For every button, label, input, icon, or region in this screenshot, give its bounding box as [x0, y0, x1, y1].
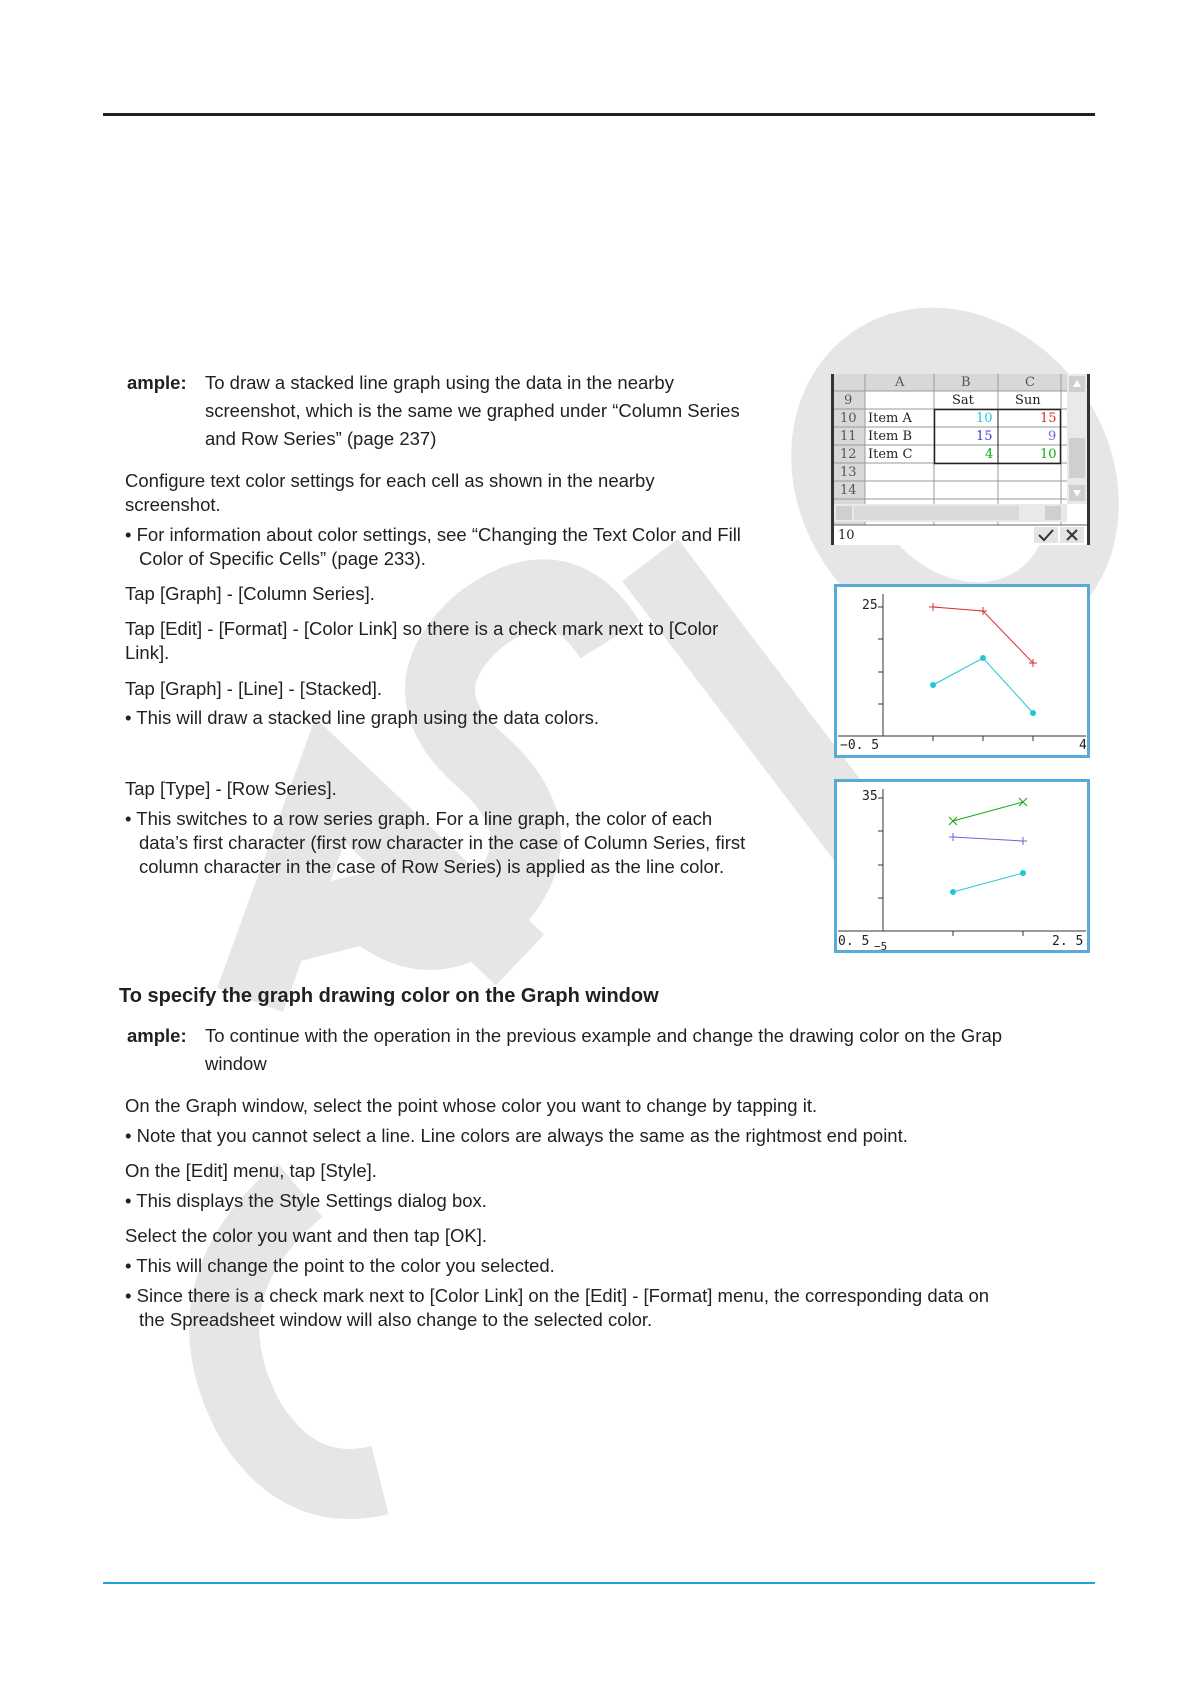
bullet-text: • Since there is a check mark next to [Color Link] on the [Edit] - [Format] menu, the corresponding data on — [125, 1285, 990, 1306]
step-text: Tap [Graph] - [Column Series]. — [125, 583, 375, 604]
bullet-text: Color of Specific Cells” (page 233). — [139, 548, 426, 569]
table-cell[interactable]: 15 — [976, 429, 993, 444]
step-text: Tap [Type] - [Row Series]. — [125, 778, 337, 799]
y-min-label: −5 — [874, 940, 888, 953]
bullet-text: • This displays the Style Settings dialog box. — [125, 1190, 487, 1211]
step-text: screenshot. — [125, 494, 221, 515]
y-max-label: 25 — [862, 598, 878, 613]
step-text: Select the color you want and then tap [OK]. — [125, 1225, 487, 1246]
example-label: ample: — [127, 1025, 187, 1046]
example-line: and Row Series” (page 237) — [205, 428, 437, 449]
example-line: To continue with the operation in the previous example and change the drawing color on the Grap — [205, 1025, 1003, 1046]
example-line: To draw a stacked line graph using the data in the nearby — [205, 372, 674, 393]
bullet-text: • This will change the point to the color you selected. — [125, 1255, 555, 1276]
example-label: ample: — [127, 372, 187, 393]
table-cell[interactable]: 10 — [1040, 447, 1057, 462]
bullet-text: • Note that you cannot select a line. Line colors are always the same as the rightmost end point. — [125, 1125, 908, 1146]
step-text: Link]. — [125, 642, 170, 663]
table-cell[interactable]: 4 — [985, 447, 994, 462]
watermark-letter-s — [360, 594, 610, 935]
column-header[interactable]: A — [895, 375, 905, 390]
step-text: Tap [Graph] - [Line] - [Stacked]. — [125, 678, 383, 699]
edit-line-input[interactable]: 10 — [838, 528, 855, 543]
step-text: On the Graph window, select the point whose color you want to change by tapping it. — [125, 1095, 818, 1116]
table-cell[interactable]: Item B — [868, 429, 913, 444]
graph-window-stacked — [834, 584, 1090, 758]
bullet-text: the Spreadsheet window will also change to the selected color. — [139, 1309, 653, 1330]
table-cell[interactable]: Sun — [1015, 393, 1041, 408]
bullet-text: column character in the case of Row Series) is applied as the line color. — [139, 856, 725, 877]
x-min-label: −0. 5 — [840, 738, 880, 753]
table-cell[interactable]: Item C — [868, 447, 913, 462]
example-line: window — [205, 1053, 267, 1074]
bullet-text: data’s first character (first row character in the case of Column Series, first — [139, 832, 746, 853]
bullet-text: • This will draw a stacked line graph using the data colors. — [125, 707, 600, 728]
table-cell[interactable]: 15 — [1040, 411, 1057, 426]
column-header[interactable]: B — [961, 375, 971, 390]
row-header[interactable]: 11 — [840, 429, 857, 444]
row-header[interactable]: 10 — [840, 411, 857, 426]
section-heading: To specify the graph drawing color on the Graph window — [119, 985, 659, 1007]
footer-rule — [103, 1582, 1095, 1584]
bullet-text: • This switches to a row series graph. For a line graph, the color of each — [125, 808, 713, 829]
table-cell[interactable]: Sat — [952, 393, 974, 408]
graph2-canvas — [834, 779, 1090, 953]
table-cell[interactable]: Item A — [868, 411, 912, 426]
x-max-label: 4 — [1079, 738, 1087, 753]
table-cell[interactable]: 10 — [976, 411, 993, 426]
bullet-text: • For information about color settings, see “Changing the Text Color and Fill — [125, 524, 741, 545]
row-header[interactable]: 9 — [844, 393, 853, 408]
column-header[interactable]: C — [1025, 375, 1035, 390]
row-header[interactable]: 12 — [840, 447, 857, 462]
header-rule — [103, 113, 1095, 116]
table-cell[interactable]: 9 — [1048, 429, 1057, 444]
spreadsheet-screenshot — [831, 374, 1090, 545]
row-header[interactable]: 14 — [840, 483, 857, 498]
step-text: Configure text color settings for each cell as shown in the nearby — [125, 470, 655, 491]
graph-window-row-series — [834, 779, 1090, 953]
row-header[interactable]: 13 — [840, 465, 857, 480]
x-max-label: 2. 5 — [1052, 934, 1084, 949]
x-min-label: 0. 5 — [838, 934, 870, 949]
step-text: Tap [Edit] - [Format] - [Color Link] so there is a check mark next to [Color — [125, 618, 719, 639]
example-line: screenshot, which is the same we graphed under “Column Series — [205, 400, 740, 421]
y-max-label: 35 — [862, 789, 878, 804]
step-text: On the [Edit] menu, tap [Style]. — [125, 1160, 377, 1181]
